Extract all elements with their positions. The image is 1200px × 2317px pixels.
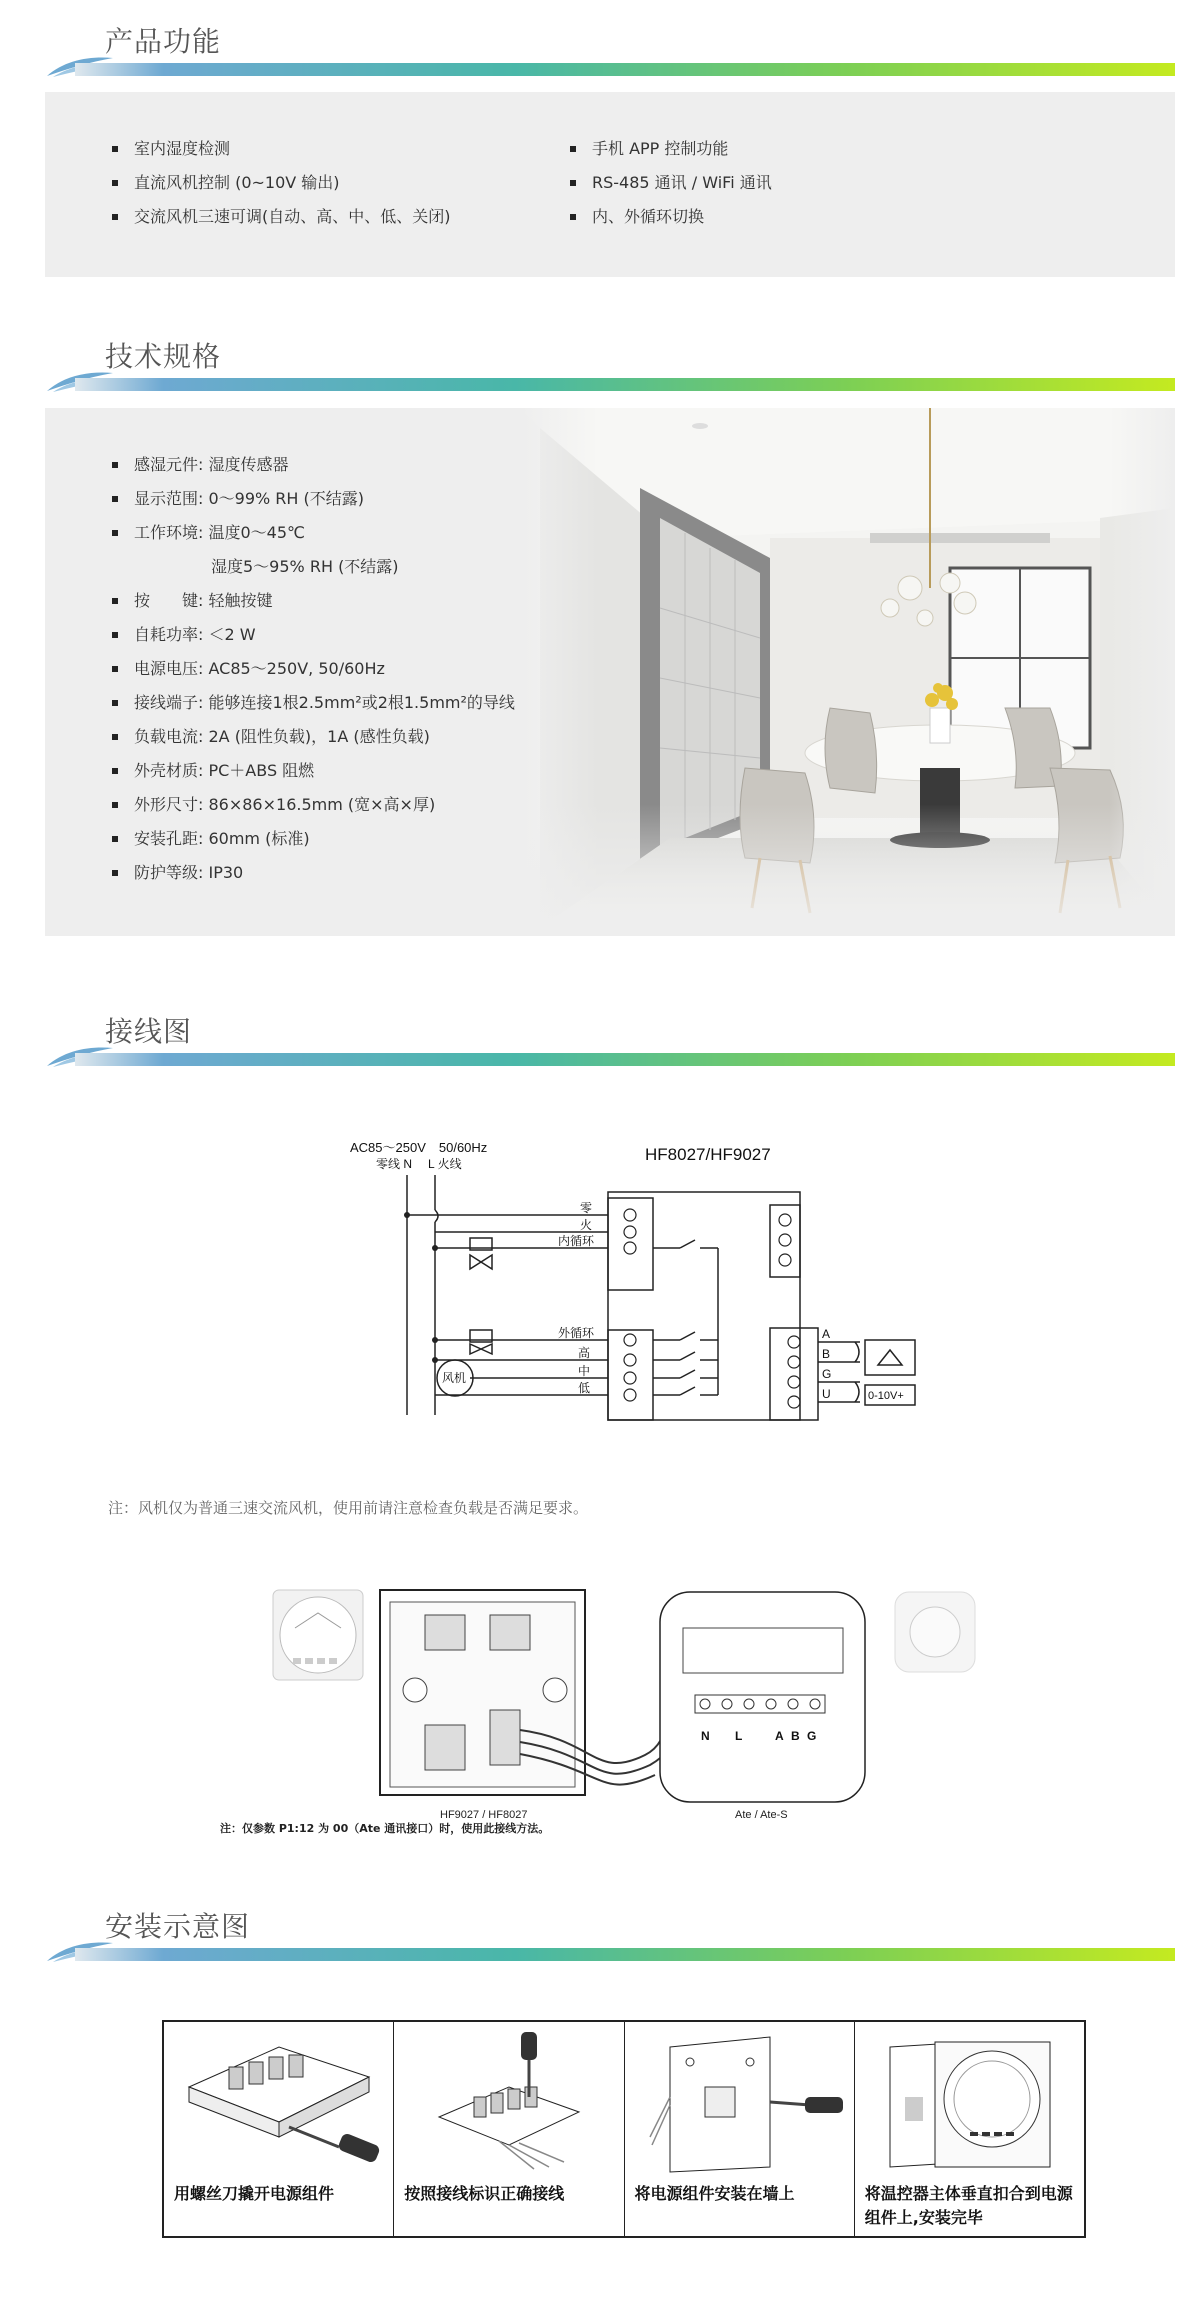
section-title: 接线图 [105, 1015, 193, 1048]
install-step-caption: 用螺丝刀撬开电源组件 [174, 2184, 335, 2203]
specs-panel [45, 408, 1175, 936]
section-header-specs [45, 323, 1175, 383]
section-header-features [45, 8, 1175, 68]
wiring-diagram [340, 1130, 940, 1440]
list-item: 自耗功率: ＜2 W [112, 618, 515, 652]
list-item: 直流风机控制 (0~10V 输出) [112, 166, 451, 200]
install-step-caption: 将温控器主体垂直扣合到电源组件上,安装完毕 [864, 2184, 1073, 2227]
wiring-note: 注：风机仅为普通三速交流风机，使用前请注意检查负载是否满足要求。 [108, 1499, 589, 1517]
fan-label: 风机 [442, 1371, 467, 1385]
terminal-label: 火 [580, 1218, 593, 1232]
rs485-diagram [220, 1580, 985, 1840]
features-left-list [112, 132, 451, 234]
install-steps-table [162, 2020, 1086, 2238]
list-item: 室内湿度检测 [112, 132, 451, 166]
list-item: 电源电压: AC85～250V, 50/60Hz [112, 652, 515, 686]
wall-mount-icon [630, 2027, 850, 2177]
install-step-2 [394, 2022, 624, 2236]
list-item: 外形尺寸: 86×86×16.5mm (宽×高×厚) [112, 788, 515, 822]
module-caption: Ate / Ate-S [735, 1809, 788, 1821]
live-label: L 火线 [428, 1157, 462, 1171]
dining-room-image [520, 408, 1175, 936]
supply-label: AC85～250V 50/60Hz [350, 1140, 488, 1155]
module-terminal: N [701, 1729, 710, 1743]
list-item: 工作环境: 温度0～45℃ [112, 516, 515, 550]
section-divider [75, 378, 1175, 391]
section-divider [75, 1053, 1175, 1066]
snap-cover-icon [860, 2027, 1080, 2177]
list-item: 显示范围: 0～99% RH (不结露) [112, 482, 515, 516]
features-panel [45, 92, 1175, 277]
install-step-3 [625, 2022, 855, 2236]
terminal-label: B [822, 1347, 831, 1361]
install-step-1 [164, 2022, 394, 2236]
section-title: 安装示意图 [105, 1910, 251, 1943]
install-step-caption: 按照接线标识正确接线 [404, 2184, 565, 2203]
list-item: 接线端子: 能够连接1根2.5mm²或2根1.5mm²的导线 [112, 686, 515, 720]
section-divider [75, 1948, 1175, 1961]
neutral-label: 零线 N [376, 1157, 413, 1171]
list-item: 交流风机三速可调(自动、高、中、低、关闭) [112, 200, 451, 234]
section-header-install [45, 1893, 1175, 1953]
list-item: 按 键: 轻触按键 [112, 584, 515, 618]
model-caption: HF9027 / HF8027 [440, 1809, 528, 1821]
terminal-label: 外循环 [558, 1326, 595, 1340]
section-header-wiring [45, 998, 1175, 1058]
list-item: 负载电流: 2A (阻性负载)，1A (感性负载) [112, 720, 515, 754]
list-item: 湿度5～95% RH (不结露) [211, 557, 399, 576]
terminal-label: 中 [578, 1364, 591, 1378]
list-item: 感湿元件: 湿度传感器 [112, 448, 515, 482]
module-terminal: B [791, 1729, 800, 1743]
section-title: 技术规格 [105, 340, 222, 373]
rs485-note: 注：仅参数 P1:12 为 00（Ate 通讯接口）时，使用此接线方法。 [220, 1822, 550, 1835]
section-divider [75, 63, 1175, 76]
module-terminal: L [735, 1729, 743, 1743]
list-item: 防护等级: IP30 [112, 856, 515, 890]
wiring-screwdriver-icon [399, 2027, 619, 2177]
terminal-label: U [822, 1387, 831, 1401]
list-item: 外壳材质: PC＋ABS 阻燃 [112, 754, 515, 788]
install-step-caption: 将电源组件安装在墙上 [634, 2184, 795, 2203]
terminal-label: 零 [580, 1201, 593, 1215]
specs-list [112, 448, 515, 890]
list-item: RS-485 通讯 / WiFi 通讯 [570, 166, 772, 200]
terminal-label: G [822, 1367, 832, 1381]
list-item: 安装孔距: 60mm (标准) [112, 822, 515, 856]
module-terminal: G [807, 1729, 817, 1743]
section-title: 产品功能 [105, 25, 222, 58]
dc-output-label: 0-10V+ [868, 1390, 904, 1402]
terminal-label: A [822, 1327, 831, 1341]
pry-module-icon [169, 2027, 389, 2177]
terminal-label: 高 [578, 1346, 591, 1360]
terminal-label: 低 [578, 1381, 591, 1395]
list-item: 手机 APP 控制功能 [570, 132, 772, 166]
model-label: HF8027/HF9027 [645, 1145, 771, 1164]
terminal-label: 内循环 [558, 1234, 595, 1248]
features-right-list [570, 132, 772, 234]
module-terminal: A [775, 1729, 784, 1743]
install-step-4 [855, 2022, 1084, 2236]
list-item: 内、外循环切换 [570, 200, 772, 234]
